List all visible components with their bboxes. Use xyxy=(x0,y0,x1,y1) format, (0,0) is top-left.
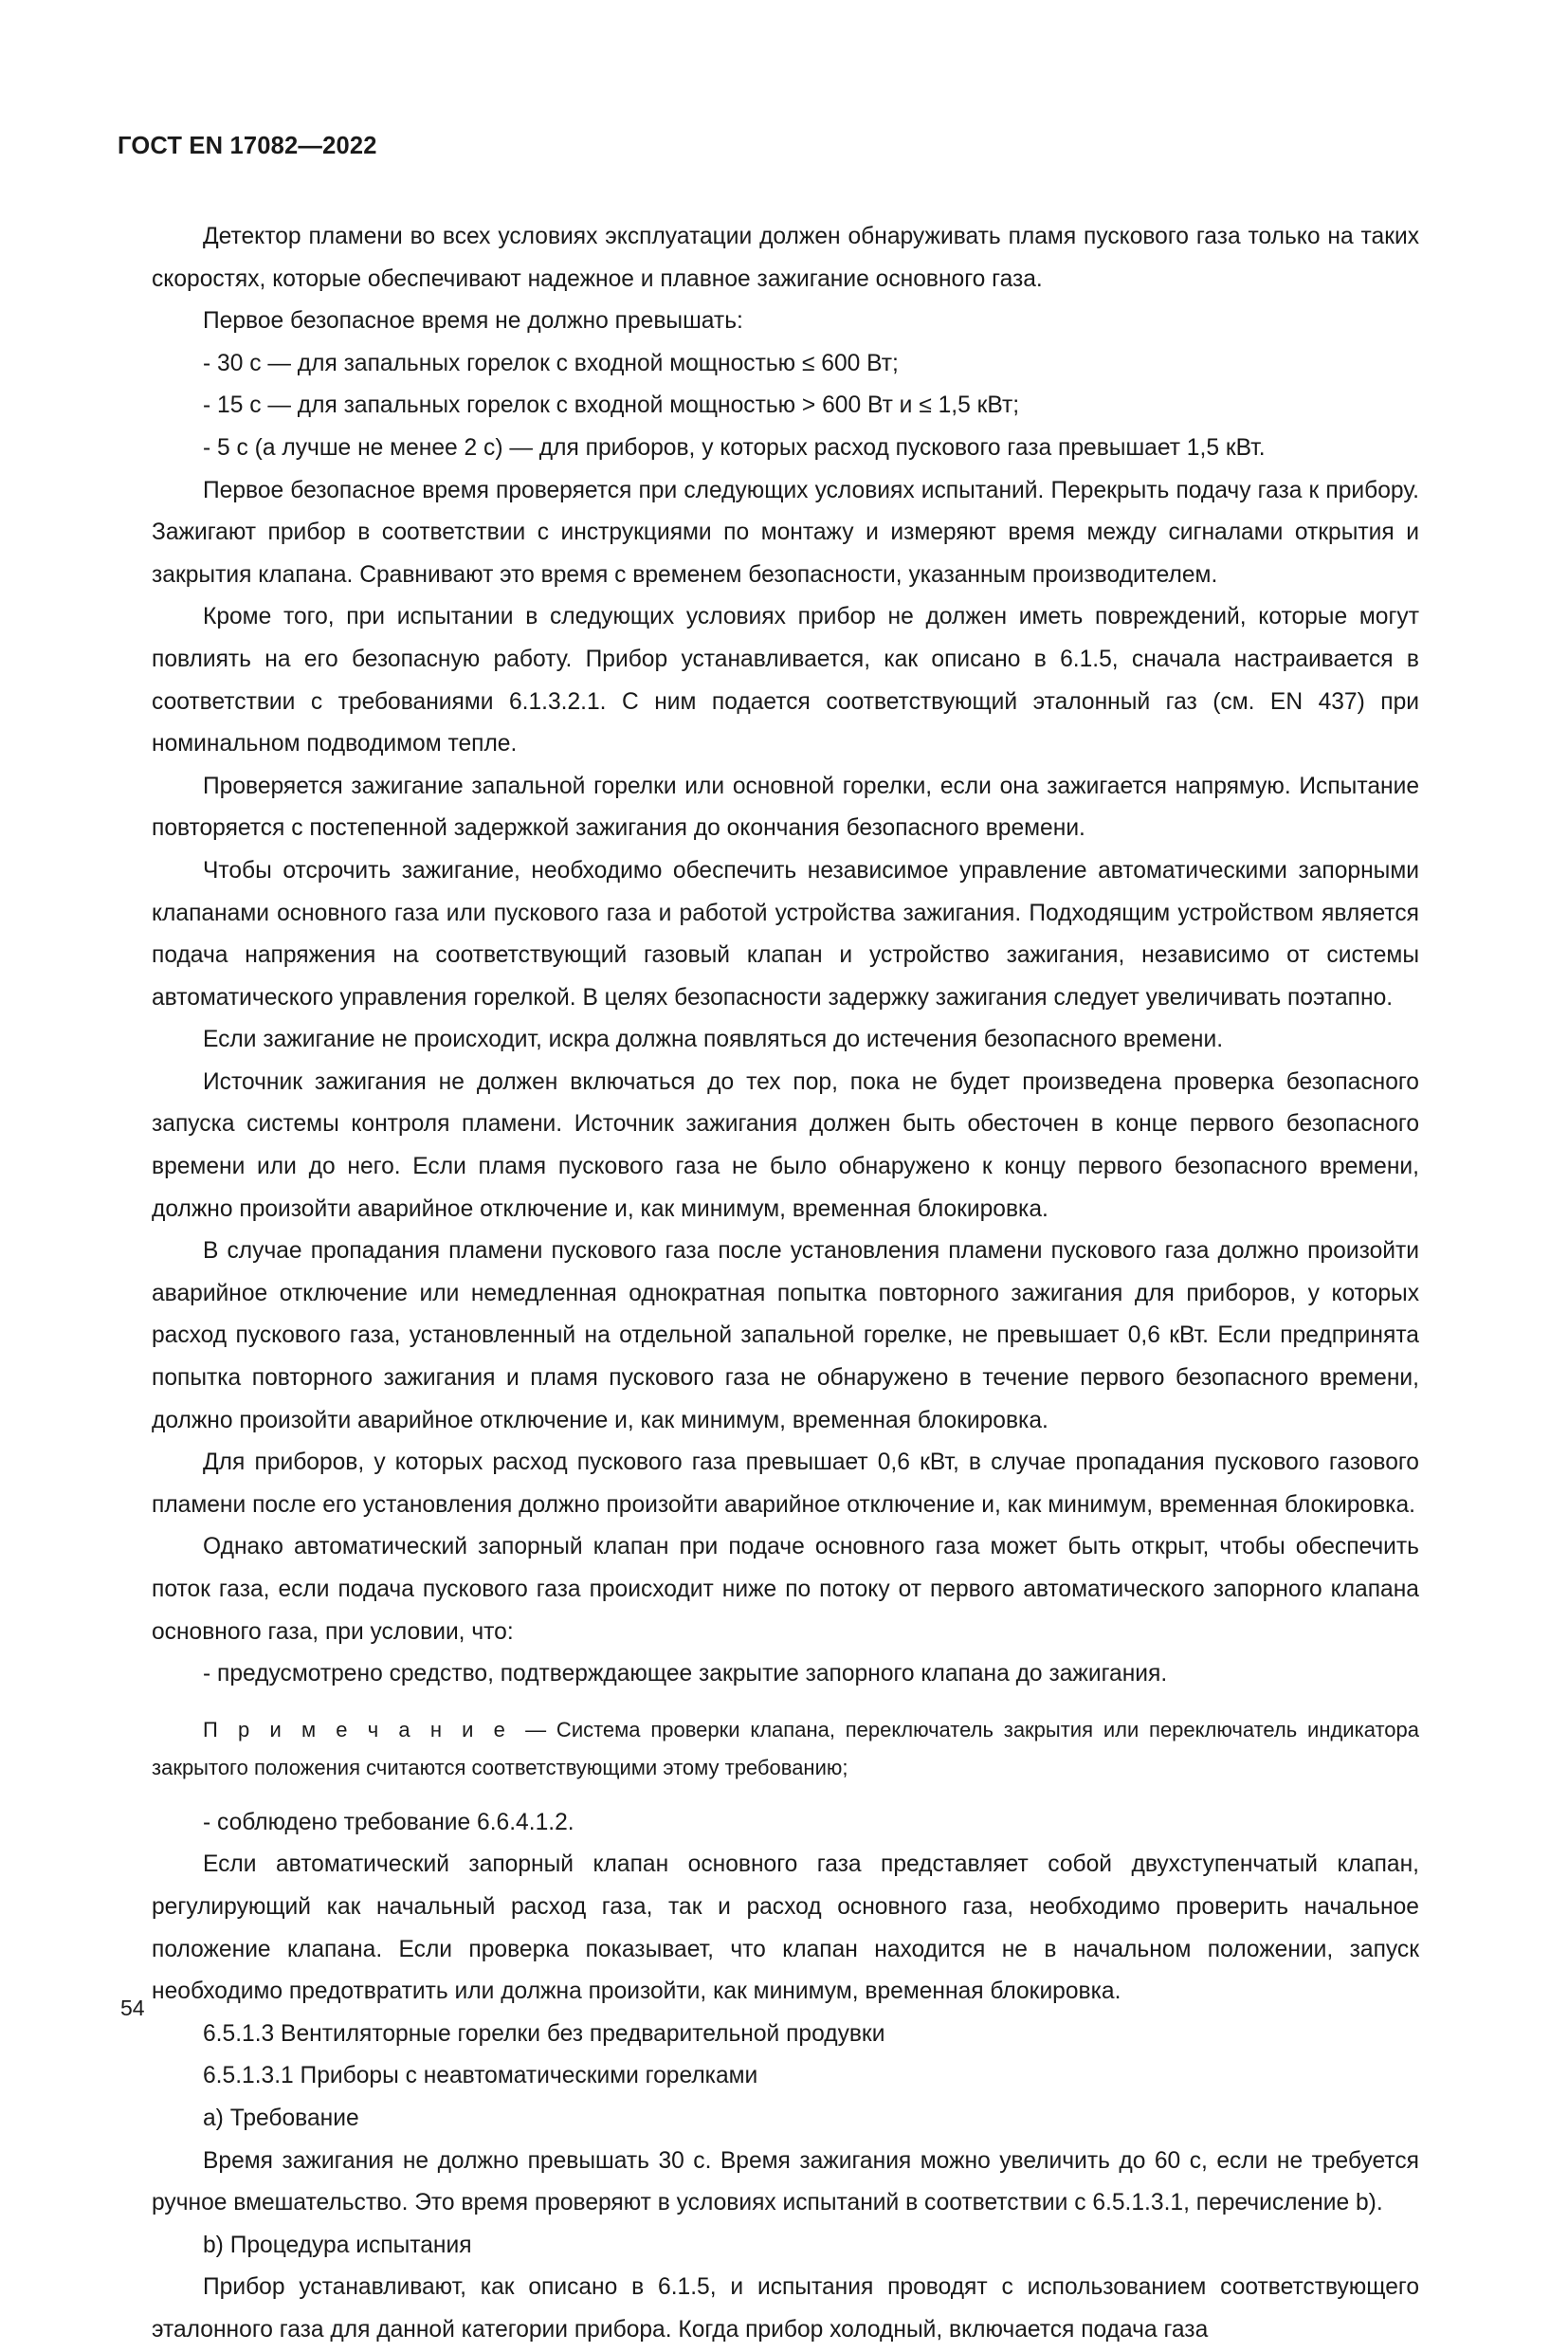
document-body xyxy=(152,216,1419,2352)
list-item: - 5 с (а лучше не менее 2 с) — для приборов, у которых расход пускового газа превышает 1,5 кВт. xyxy=(203,434,1266,461)
note-text: — Система проверки клапана, переключатель закрытия или переключатель индикатора закрытого положения считаются соответствующими этому требованию; xyxy=(152,1717,1419,1779)
list-item: - 15 с — для запальных горелок с входной мощностью > 600 Вт и ≤ 1,5 кВт; xyxy=(203,392,1020,419)
paragraph: Однако автоматический запорный клапан при подаче основного газа может быть открыт, чтобы обеспечить поток газа, если подача пускового газа происходит ниже по потоку от первого автоматического запорного клапана основного газа, при условии, что: xyxy=(152,1534,1419,1645)
paragraph: Для приборов, у которых расход пускового газа превышает 0,6 кВт, в случае пропадания пускового газового пламени после его установления должно произойти аварийное отключение и, как минимум, временная блокировка. xyxy=(152,1449,1419,1518)
page-number: 54 xyxy=(120,1996,145,2020)
list-item: - 30 с — для запальных горелок с входной мощностью ≤ 600 Вт; xyxy=(203,350,899,376)
spacer xyxy=(152,1696,1419,1711)
paragraph: Кроме того, при испытании в следующих условиях прибор не должен иметь повреждений, которые могут повлиять на его безопасную работу. Прибор устанавливается, как описано в 6.1.5, сначала настраивается в соответствии с требованиями 6.1.3.2.1. С ним подается соответствующий эталонный газ (см. EN 437) при номинальном подводимом тепле. xyxy=(152,604,1419,757)
section-heading: a) Требование xyxy=(203,2105,359,2131)
paragraph: В случае пропадания пламени пускового газа после установления пламени пускового газа должно произойти аварийное отключение или немедленная однократная попытка повторного зажигания для приборов, у которых расход пускового газа, установленный на отдельной запальной горелке, не превышает 0,6 кВт. Если предпринята попытка повторного зажигания и пламя пускового газа не обнаружено в течение первого безопасного времени, должно произойти аварийное отключение и, как минимум, временная блокировка. xyxy=(152,1238,1419,1433)
list-item: - соблюдено требование 6.6.4.1.2. xyxy=(203,1809,574,1835)
paragraph: Время зажигания не должно превышать 30 с. Время зажигания можно увеличить до 60 с, если не требуется ручное вмешательство. Это время проверяют в условиях испытаний в соответствии с 6.5.1.3.1, перечисление b). xyxy=(152,2147,1419,2216)
paragraph: Если автоматический запорный клапан основного газа представляет собой двухступенчатый клапан, регулирующий как начальный расход газа, так и расход основного газа, необходимо проверить начальное положение клапана. Если проверка показывает, что клапан находится не в начальном положении, запуск необходимо предотвратить или должна произойти, как минимум, временная блокировка. xyxy=(152,1851,1419,2005)
paragraph: Чтобы отсрочить зажигание, необходимо обеспечить независимое управление автоматическими запорными клапанами основного газа или пускового газа и работой устройства зажигания. Подходящим устройством является подача напряжения на соответствующий газовый клапан и устройство зажигания, независимо от системы автоматического управления горелкой. В целях безопасности задержку зажигания следует увеличивать поэтапно. xyxy=(152,857,1419,1011)
note-block xyxy=(152,1711,1419,1787)
paragraph: Первое безопасное время проверяется при следующих условиях испытаний. Перекрыть подачу газа к прибору. Зажигают прибор в соответствии с инструкциями по монтажу и измеряют время между сигналами открытия и закрытия клапана. Сравнивают это время с временем безопасности, указанным производителем. xyxy=(152,477,1419,588)
paragraph: Если зажигание не происходит, искра должна появляться до истечения безопасного времени. xyxy=(203,1027,1224,1053)
page-header: ГОСТ EN 17082—2022 xyxy=(118,133,377,159)
section-heading: b) Процедура испытания xyxy=(203,2232,472,2258)
paragraph: Детектор пламени во всех условиях эксплуатации должен обнаруживать пламя пускового газа только на таких скоростях, которые обеспечивают надежное и плавное зажигание основного газа. xyxy=(152,224,1419,292)
list-item: - предусмотрено средство, подтверждающее закрытие запорного клапана до зажигания. xyxy=(203,1661,1168,1687)
section-heading: 6.5.1.3.1 Приборы с неавтоматическими горелками xyxy=(203,2063,758,2089)
paragraph: Первое безопасное время не должно превышать: xyxy=(203,308,743,335)
paragraph: Источник зажигания не должен включаться до тех пор, пока не будет произведена проверка безопасного запуска системы контроля пламени. Источник зажигания должен быть обесточен в конце первого безопасного времени или до него. Если пламя пускового газа не было обнаружено к концу первого безопасного времени, должно произойти аварийное отключение и, как минимум, временная блокировка. xyxy=(152,1068,1419,1222)
note-label: П р и м е ч а н и е xyxy=(203,1717,526,1741)
paragraph: Проверяется зажигание запальной горелки или основной горелки, если она зажигается напрямую. Испытание повторяется с постепенной задержкой зажигания до окончания безопасного времени. xyxy=(152,773,1419,842)
paragraph: Прибор устанавливают, как описано в 6.1.5, и испытания проводят с использованием соответствующего эталонного газа для данной категории прибора. Когда прибор холодный, включается подача газа xyxy=(152,2274,1419,2343)
spacer xyxy=(152,1787,1419,1802)
section-heading: 6.5.1.3 Вентиляторные горелки без предварительной продувки xyxy=(203,2020,885,2047)
